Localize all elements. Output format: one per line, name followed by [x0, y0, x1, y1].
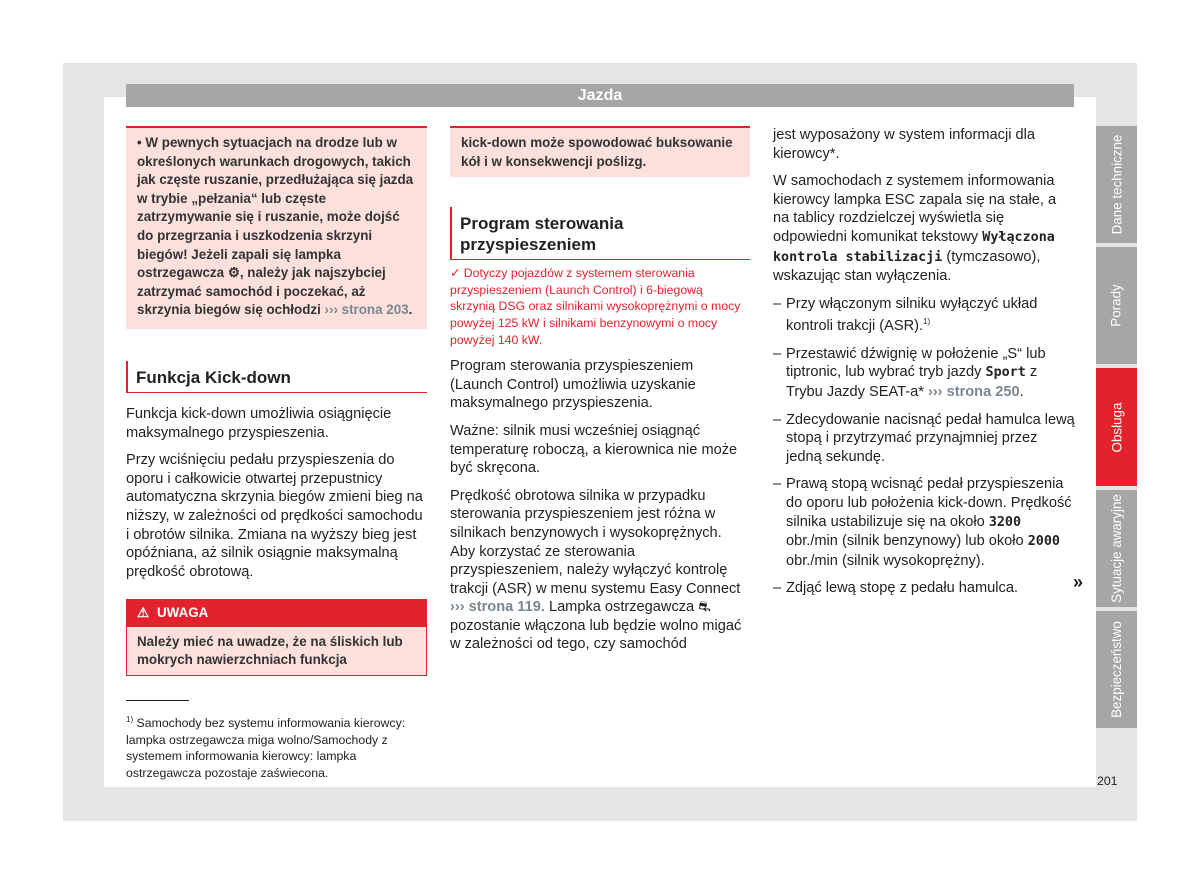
footnote-divider [126, 700, 189, 701]
section-title-launch-control: Program sterowania przyspieszeniem [450, 207, 750, 260]
paragraph-text-cont: . Lampka ostrzegawcza [540, 599, 695, 616]
step-text: Zdecydowanie nacisnąć pedał hamulca lewą stopą i przytrzymać przynajmniej przez jedną sekundę. [786, 411, 1075, 465]
warning-text: Należy mieć na uwadze, że na śliskich lub mokrych nawierzchniach funkcja [127, 627, 426, 675]
paragraph-text: Prędkość obrotowa silnika w przypadku sterowania przyspieszeniem jest różna w silnikach benzynowych i wysokoprężnych. Aby korzystać ze sterowania przyspieszeniem, należy wyłączyć kontrolę trakcji (ASR) w menu systemu Easy Connect [450, 487, 741, 597]
step-text [786, 295, 1075, 336]
step-text: Zdjąć lewą stopę z pedału hamulca. [786, 580, 1019, 597]
tab-label: Porady [1109, 284, 1124, 327]
step-item [773, 475, 1075, 570]
tab-sytuacje-awaryjne[interactable] [1096, 490, 1137, 607]
step-text-cont: z Trybu Jazdy SEAT-a* [786, 364, 1038, 400]
warning-header [127, 600, 426, 627]
dash-bullet: – [773, 295, 782, 312]
display-message: Wyłączona kontrola stabilizacji [773, 229, 1055, 265]
page-link-203[interactable]: ››› strona 203 [324, 302, 409, 318]
chapter-header: Jazda [126, 84, 1074, 107]
paragraph-text-end: pozostanie włączona lub będzie wolno migać w zależności od tego, czy samochód [450, 617, 742, 653]
tab-label: Bezpieczeństwo [1109, 621, 1125, 718]
dash-bullet: – [773, 345, 782, 362]
page-link-119[interactable]: ››› strona 119 [450, 599, 541, 616]
paragraph-text-end: (tymczasowo), wskazując stan wyłączenia. [773, 248, 1041, 285]
page-number: 201 [1097, 774, 1118, 788]
page-link-250[interactable]: ››› strona 250 [927, 383, 1020, 400]
applies-to-note: ✓ Dotyczy pojazdów z systemem sterowania przyspieszeniem (Launch Control) i 6-biegową skrzynią DSG oraz silnikami wysokoprężnymi o mocy powyżej 125 kW i silnikami benzynowymi o mocy powyżej 140 kW. [450, 266, 741, 347]
paragraph [450, 487, 750, 654]
tab-label: Dane techniczne [1109, 134, 1124, 235]
tab-porady[interactable] [1096, 247, 1137, 364]
rpm-value: 3200 [988, 514, 1022, 530]
paragraph: Program sterowania przyspieszeniem (Launch Control) umożliwia uzyskanie maksymalnego przyspieszenia. [450, 358, 696, 412]
rpm-value: 2000 [1027, 534, 1060, 550]
footnote-ref: 1) [923, 317, 931, 327]
tab-dane-techniczne[interactable] [1096, 126, 1137, 243]
dash-bullet: – [773, 580, 782, 597]
tab-label: Sytuacje awaryjne [1109, 494, 1125, 603]
tab-bezpieczenstwo[interactable] [1096, 611, 1137, 728]
step-text-body: Przestawić dźwignię w położenie „S“ lub tiptronic, lub wybrać tryb jazdy [786, 345, 1046, 381]
column-right [773, 126, 1075, 598]
column-left [126, 126, 427, 676]
continue-arrow-icon: » [1073, 572, 1084, 592]
gearbox-warning-icon: ⚙ [227, 265, 240, 281]
column-middle [450, 126, 750, 654]
step-item [773, 345, 1075, 402]
caution-notice-continued: kick-down może spowodować buksowanie kół i w konsekwencji poślizg. [450, 126, 750, 177]
step-item [773, 579, 1075, 598]
step-item [773, 295, 1075, 336]
warning-title: UWAGA [157, 605, 209, 621]
step-text [786, 345, 1075, 402]
step-text-body: Prawą stopą wcisnąć pedał przyspieszenia do oporu lub położenia kick-down. Prędkość silnika ustabilizuje się na około [786, 476, 1072, 530]
footnote-marker: 1) [126, 715, 134, 724]
drive-mode-label: Sport [985, 365, 1026, 381]
paragraph [773, 172, 1075, 286]
caution-notice [126, 126, 427, 329]
paragraph: jest wyposażony w system informacji dla kierowcy*. [773, 127, 1035, 162]
step-text-cont: obr./min (silnik benzynowy) lub około [786, 533, 1024, 550]
footnote [126, 712, 426, 781]
step-text-body: Przy włączonym silniku wyłączyć układ kontroli trakcji (ASR). [786, 295, 1038, 335]
paragraph: Przy wciśnięciu pedału przyspieszenia do oporu i całkowicie otwartej przepustnicy automatyczna skrzynia biegów zmieni bieg na niższy, w zależności od prędkości samochodu i obrotów silnika. Zmiana na wyższy bieg jest opóźniana, aż silnik osiągnie maksymalną prędkość obrotową. [126, 452, 423, 580]
warning-triangle-icon: ⚠ [137, 605, 150, 621]
notice-end: . [408, 302, 413, 318]
paragraph-text: W samochodach z systemem informowania kierowcy lampka ESC zapala się na stałe, a na tablicy rozdzielczej wyświetla się odpowiedni komunikat tekstowy [773, 173, 1057, 245]
step-text-end: obr./min (silnik wysokoprężny). [786, 552, 985, 569]
esc-warning-icon: ⛐ [698, 599, 711, 616]
dash-bullet: – [773, 411, 782, 428]
notice-text: • W pewnych sytuacjach na drodze lub w określonych warunkach drogowych, takich jak częste ruszanie, przedłużająca się jazda w trybie „pełzania“ lub częste zatrzymywanie się i ruszanie, może dojść do przegrzania i uszkodzenia skrzyni biegów! Jeżeli zapali się lampka ostrzegawcza [137, 135, 414, 281]
warning-box [126, 599, 427, 676]
tab-label: Obsługa [1109, 402, 1124, 452]
paragraph: Funkcja kick-down umożliwia osiągnięcie maksymalnego przyspieszenia. [126, 405, 392, 441]
tab-obsluga[interactable] [1096, 368, 1137, 486]
footnote-text: Samochody bez systemu informowania kierowcy: lampka ostrzegawcza miga wolno/Samochody z systemem informowania kierowcy: lampka ostrzegawcza pozostaje zaświecona. [126, 716, 406, 780]
dash-bullet: – [773, 476, 782, 493]
step-item [773, 411, 1075, 467]
notice-text-cont: , należy jak najszybciej zatrzymać samochód i poczekać, aż skrzynia biegów się ochłodzi [137, 265, 386, 318]
step-text-end: . [1019, 383, 1024, 400]
section-title-kickdown: Funkcja Kick-down [126, 361, 427, 393]
step-text [786, 475, 1075, 570]
paragraph: Ważne: silnik musi wcześniej osiągnąć temperaturę roboczą, a kierownica nie może być skręcona. [450, 422, 738, 477]
